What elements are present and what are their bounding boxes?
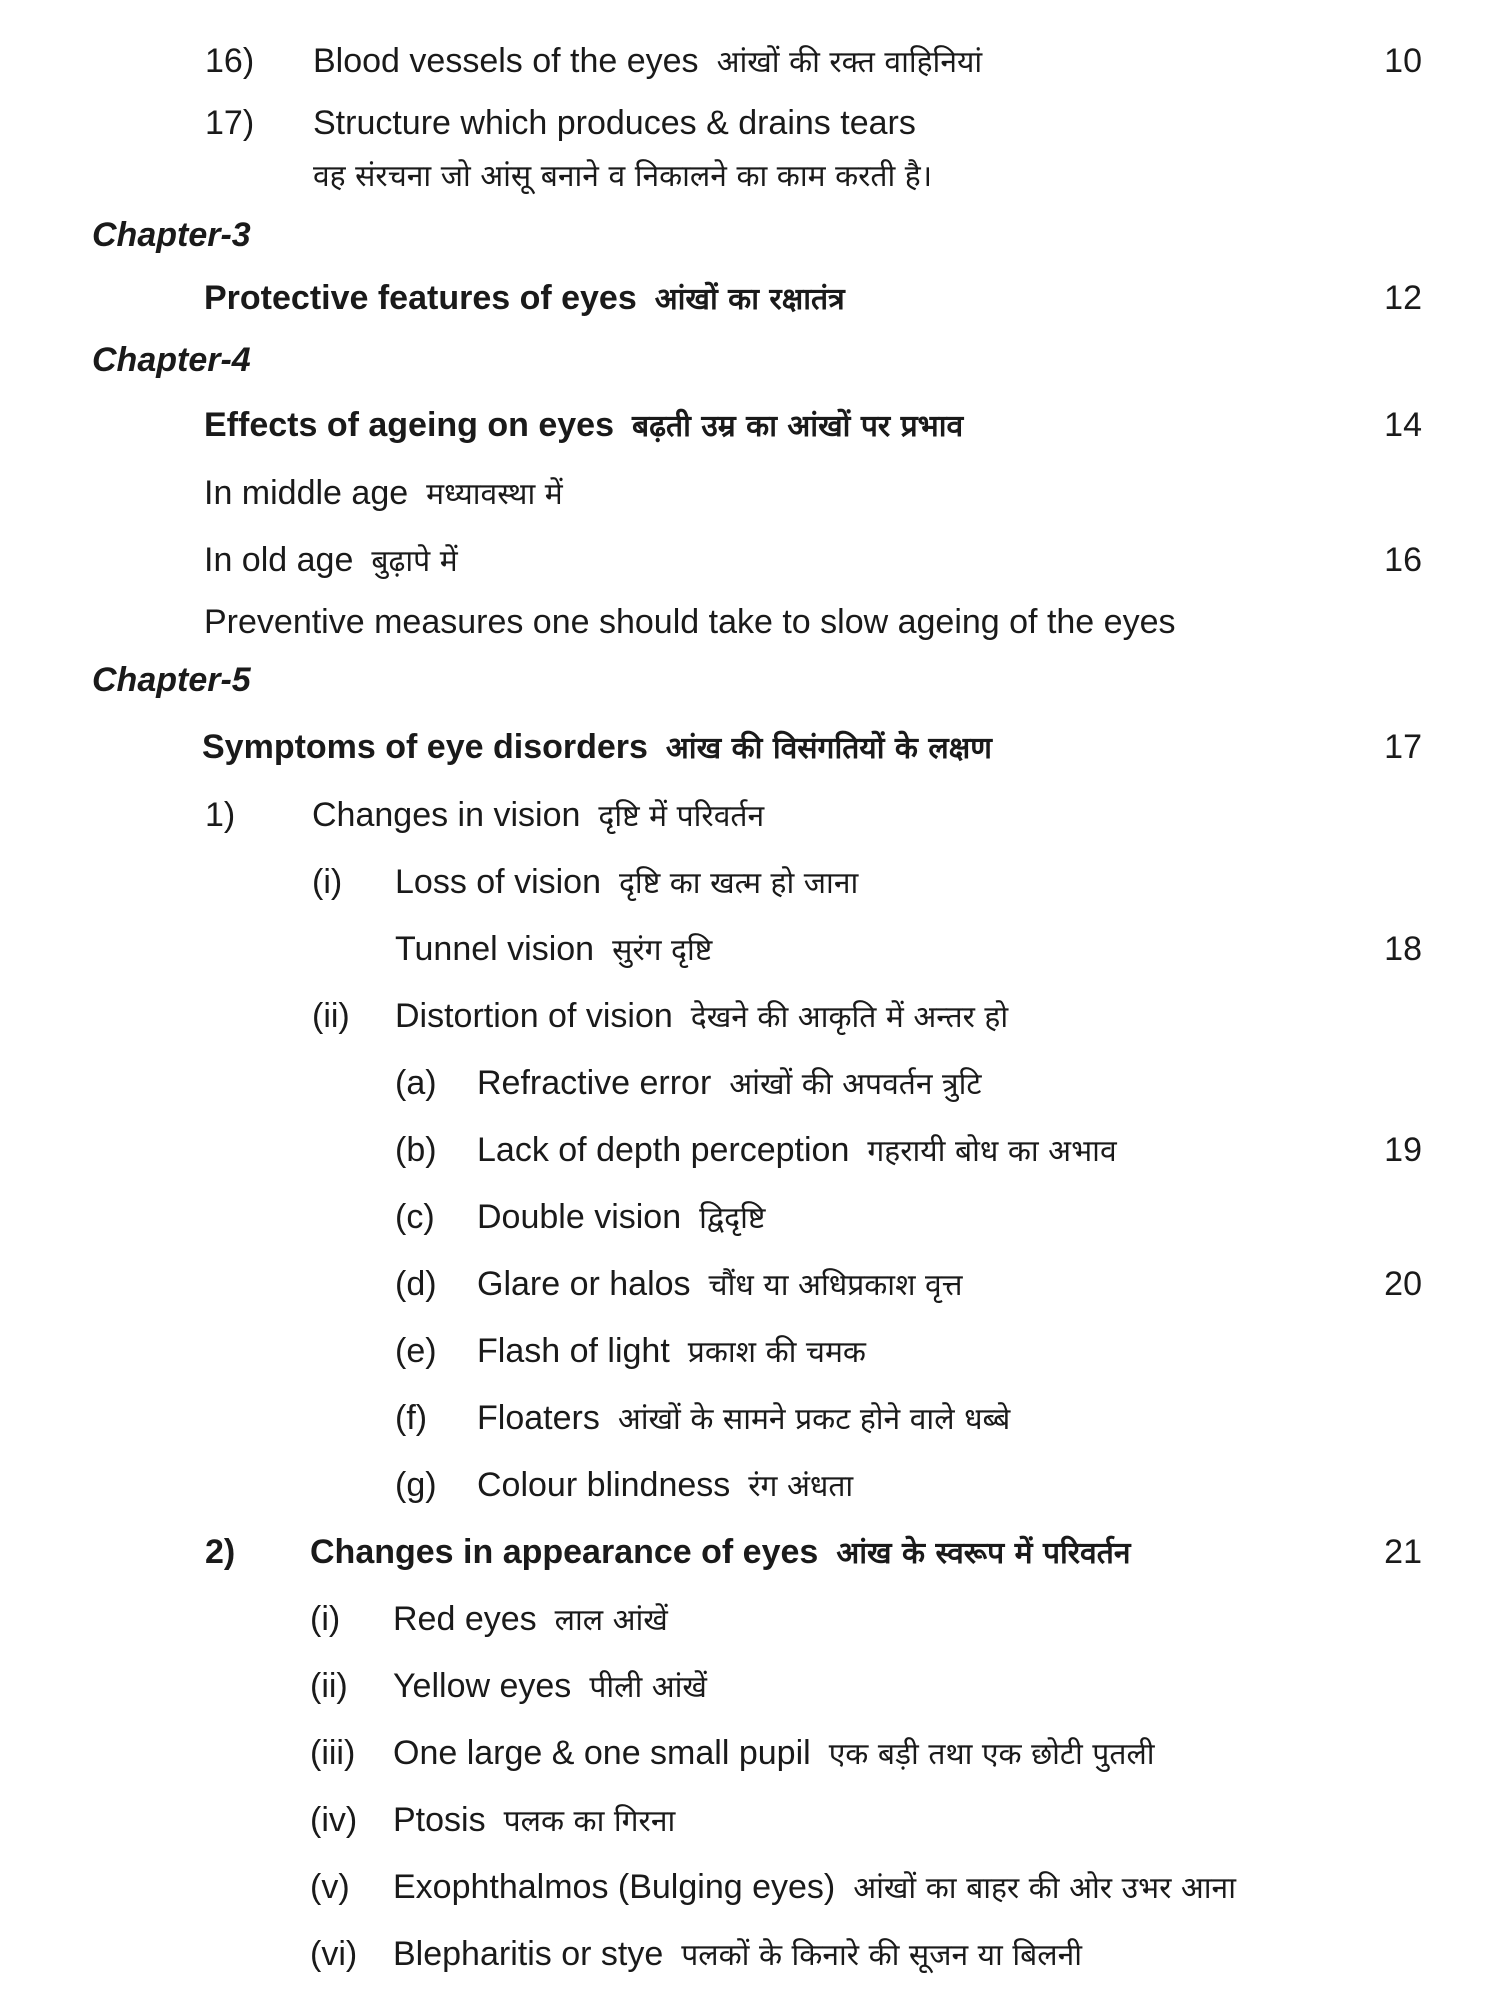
toc-marker: (b)	[395, 1131, 437, 1169]
entry-hindi: वह संरचना जो आंसू बनाने व निकालने का काम करती है।	[313, 159, 933, 194]
entry-hindi: चौंध या अधिप्रकाश वृत्त	[708, 1268, 963, 1303]
page-number: 10	[1384, 42, 1422, 80]
entry-english: Loss of vision	[395, 863, 601, 901]
entry-english: Symptoms of eye disorders	[202, 728, 648, 766]
entry-english: Yellow eyes	[393, 1667, 572, 1705]
toc-entry-middle-age[interactable]	[204, 468, 563, 518]
page-number: 17	[1384, 728, 1422, 766]
entry-hindi: दृष्टि का खत्म हो जाना	[619, 866, 859, 901]
toc-entry-ptosis[interactable]	[393, 1795, 675, 1845]
page-number: 16	[1384, 541, 1422, 579]
toc-marker: (i)	[310, 1600, 341, 1638]
toc-marker: 17)	[205, 104, 255, 142]
entry-hindi: दृष्टि में परिवर्तन	[598, 799, 765, 834]
toc-entry-preventive-measures[interactable]	[204, 597, 1175, 647]
entry-hindi: द्विदृष्टि	[699, 1201, 766, 1236]
entry-english: Floaters	[477, 1399, 600, 1437]
entry-english: Lack of depth perception	[477, 1131, 850, 1169]
toc-marker: 16)	[205, 42, 255, 80]
page-number: 18	[1384, 930, 1422, 968]
entry-hindi: देखने की आकृति में अन्तर हो	[690, 1000, 1009, 1035]
toc-entry-distortion-of-vision[interactable]	[395, 991, 1008, 1041]
toc-entry-blepharitis[interactable]	[393, 1929, 1082, 1979]
chapter-heading: Chapter-5	[92, 661, 251, 699]
toc-marker: (v)	[310, 1868, 350, 1906]
toc-entry-changes-in-vision[interactable]	[312, 790, 764, 840]
toc-entry-unequal-pupils[interactable]	[393, 1728, 1155, 1778]
entry-english: Refractive error	[477, 1064, 712, 1102]
toc-entry-exophthalmos[interactable]	[393, 1862, 1236, 1912]
toc-entry-red-eyes[interactable]	[393, 1594, 668, 1644]
entry-hindi: पलक का गिरना	[503, 1804, 676, 1839]
page-number: 21	[1384, 1533, 1422, 1571]
entry-english: Double vision	[477, 1198, 682, 1236]
entry-hindi: आंखों के सामने प्रकट होने वाले धब्बे	[617, 1402, 1011, 1437]
entry-english: Changes in vision	[312, 796, 581, 834]
toc-entry-yellow-eyes[interactable]	[393, 1661, 707, 1711]
entry-hindi: मध्यावस्था में	[426, 477, 563, 512]
entry-english: Flash of light	[477, 1332, 670, 1370]
entry-english: Effects of ageing on eyes	[204, 406, 614, 444]
entry-english: Changes in appearance of eyes	[310, 1533, 819, 1571]
toc-marker: (g)	[395, 1466, 437, 1504]
entry-english: In middle age	[204, 474, 409, 512]
entry-hindi: सुरंग दृष्टि	[612, 933, 713, 968]
toc-marker: (i)	[312, 863, 343, 901]
toc-marker: (iv)	[310, 1801, 358, 1839]
toc-entry-tears-structure[interactable]	[313, 98, 916, 148]
entry-hindi: रंग अंधता	[748, 1469, 854, 1504]
entry-english: One large & one small pupil	[393, 1734, 811, 1772]
page-number: 20	[1384, 1265, 1422, 1303]
entry-hindi: एक बड़ी तथा एक छोटी पुतली	[828, 1737, 1155, 1772]
chapter-heading: Chapter-4	[92, 341, 251, 379]
toc-entry-flash-of-light[interactable]	[477, 1326, 866, 1376]
entry-english: Structure which produces & drains tears	[313, 104, 916, 142]
entry-hindi: गहरायी बोध का अभाव	[867, 1134, 1117, 1169]
entry-english: Blood vessels of the eyes	[313, 42, 699, 80]
entry-english: Exophthalmos (Bulging eyes)	[393, 1868, 836, 1906]
entry-hindi: आंखों की अपवर्तन त्रुटि	[729, 1067, 982, 1102]
toc-marker: (c)	[395, 1198, 435, 1236]
toc-entry-colour-blindness[interactable]	[477, 1460, 853, 1510]
entry-hindi: आंखों का बाहर की ओर उभर आना	[853, 1871, 1236, 1906]
toc-marker: (ii)	[312, 997, 350, 1035]
toc-marker: (vi)	[310, 1935, 358, 1973]
toc-entry-changes-in-appearance[interactable]	[310, 1527, 1130, 1577]
toc-entry-symptoms[interactable]	[202, 722, 992, 772]
entry-english: Red eyes	[393, 1600, 537, 1638]
toc-entry-tunnel-vision[interactable]	[395, 924, 712, 974]
toc-entry-glare-or-halos[interactable]	[477, 1259, 962, 1309]
toc-marker: (iii)	[310, 1734, 356, 1772]
toc-entry-effects-of-ageing[interactable]	[204, 400, 963, 450]
toc-entry-depth-perception[interactable]	[477, 1125, 1117, 1175]
toc-marker: 2)	[205, 1533, 236, 1571]
toc-entry-blood-vessels[interactable]	[313, 36, 982, 86]
entry-hindi: आंख के स्वरूप में परिवर्तन	[836, 1536, 1131, 1571]
entry-hindi: आंखों का रक्षातंत्र	[654, 282, 845, 317]
page-number: 14	[1384, 406, 1422, 444]
entry-english: Tunnel vision	[395, 930, 595, 968]
entry-english: Protective features of eyes	[204, 279, 637, 317]
toc-entry-loss-of-vision[interactable]	[395, 857, 858, 907]
toc-entry-protective-features[interactable]	[204, 273, 845, 323]
toc-marker: (a)	[395, 1064, 437, 1102]
entry-hindi: पीली आंखें	[589, 1670, 707, 1705]
toc-marker: (f)	[395, 1399, 428, 1437]
entry-hindi: बढ़ती उम्र का आंखों पर प्रभाव	[632, 409, 964, 444]
toc-entry-double-vision[interactable]	[477, 1192, 765, 1242]
entry-english: Colour blindness	[477, 1466, 731, 1504]
toc-marker: 1)	[205, 796, 236, 834]
page-number: 19	[1384, 1131, 1422, 1169]
entry-english: Distortion of vision	[395, 997, 673, 1035]
entry-hindi: आंखों की रक्त वाहिनियां	[716, 45, 983, 80]
chapter-heading: Chapter-3	[92, 216, 251, 254]
toc-entry-tears-structure-hindi	[313, 150, 932, 200]
page-number: 12	[1384, 279, 1422, 317]
entry-english: In old age	[204, 541, 354, 579]
entry-hindi: आंख की विसंगतियों के लक्षण	[665, 731, 992, 766]
entry-english: Blepharitis or stye	[393, 1935, 664, 1973]
entry-english: Ptosis	[393, 1801, 486, 1839]
entry-english: Preventive measures one should take to slow ageing of the eyes	[204, 603, 1176, 641]
entry-hindi: पलकों के किनारे की सूजन या बिलनी	[681, 1938, 1083, 1973]
entry-hindi: लाल आंखें	[554, 1603, 668, 1638]
toc-marker: (ii)	[310, 1667, 348, 1705]
toc-entry-floaters[interactable]	[477, 1393, 1010, 1443]
toc-entry-refractive-error[interactable]	[477, 1058, 982, 1108]
toc-marker: (d)	[395, 1265, 437, 1303]
entry-hindi: प्रकाश की चमक	[687, 1335, 866, 1370]
entry-hindi: बुढ़ापे में	[371, 544, 458, 579]
entry-english: Glare or halos	[477, 1265, 691, 1303]
toc-entry-old-age[interactable]	[204, 535, 458, 585]
toc-marker: (e)	[395, 1332, 437, 1370]
